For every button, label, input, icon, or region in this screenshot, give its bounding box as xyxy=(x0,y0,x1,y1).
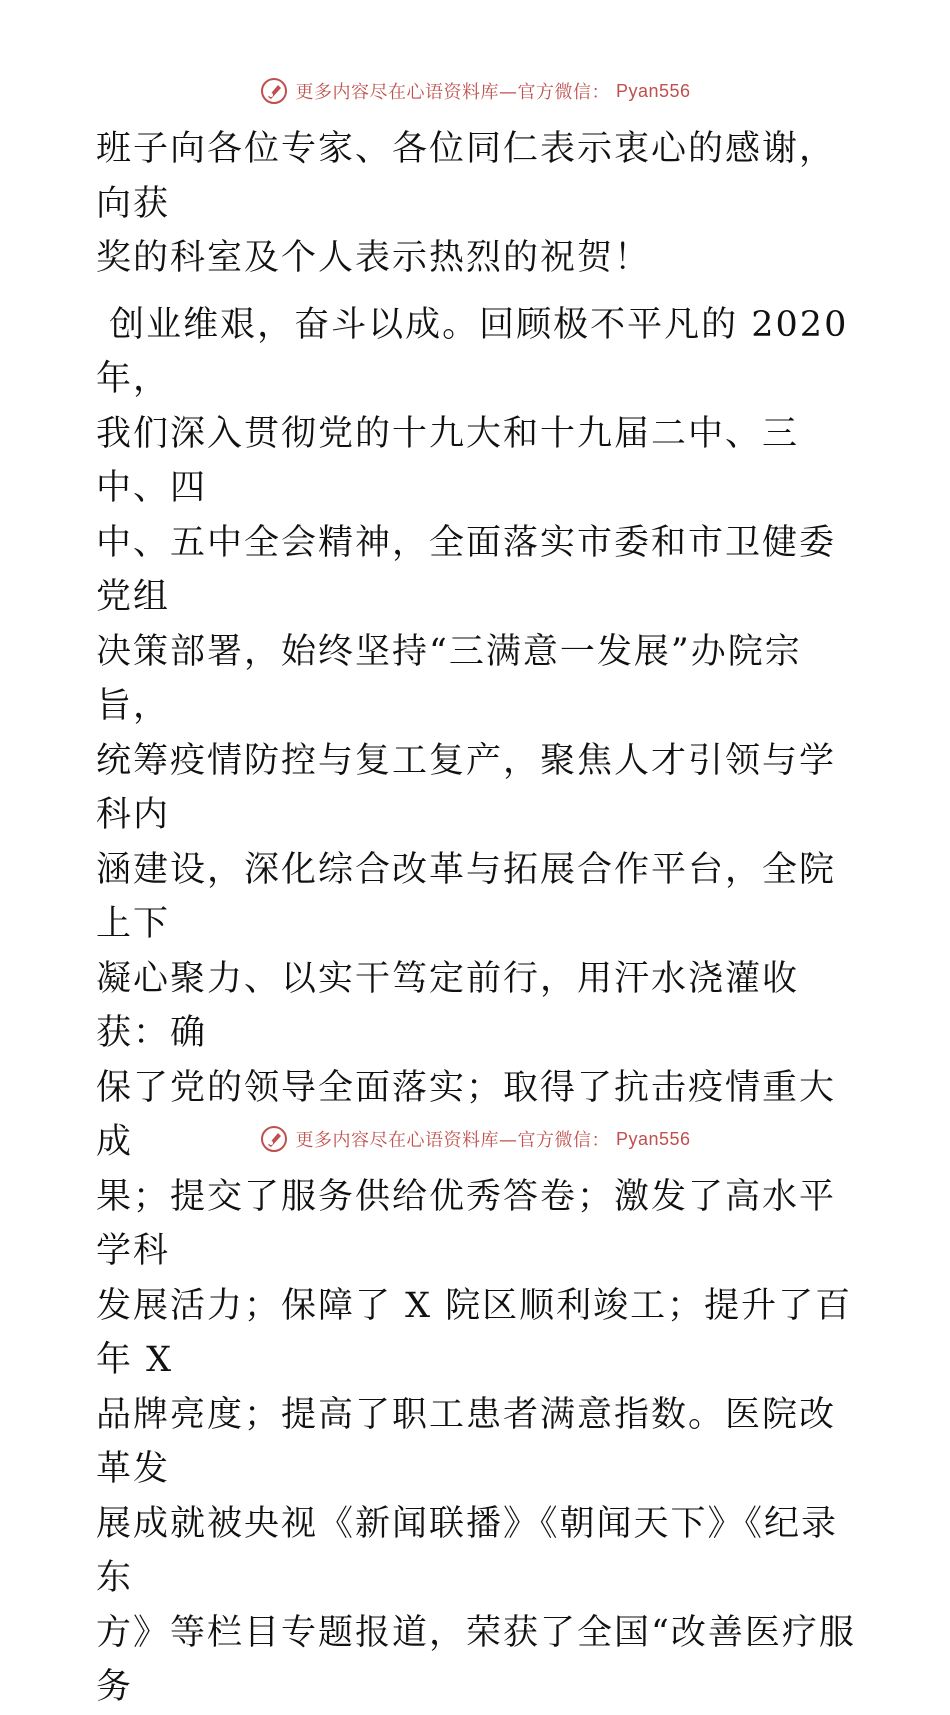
text-line: 方》等栏目专题报道，荣获了全国“改善医疗服务 xyxy=(96,1612,856,1707)
text-line: 保了党的领导全面落实；取得了抗击疫情重大成 xyxy=(96,1067,837,1162)
text-line: 凝心聚力、以实干笃定前行，用汗水浇灌收获：确 xyxy=(96,958,800,1053)
text-line: 展成就被央视《新闻联播》《朝闻天下》《纪录东 xyxy=(96,1503,839,1598)
text-line: 统筹疫情防控与复工复产，聚焦人才引领与学科内 xyxy=(96,740,837,835)
text-line: 创业维艰，奋斗以成。回顾极不平凡的 2020 年， xyxy=(96,304,862,399)
watermark-text: 更多内容尽在心语资料库—官方微信： xyxy=(295,82,610,103)
paragraph xyxy=(96,122,856,286)
text-line: 中、五中全会精神，全面落实市委和市卫健委党组 xyxy=(96,522,837,617)
text-line: 品牌亮度；提高了职工患者满意指数。医院改革发 xyxy=(96,1394,837,1489)
pen-nib-logo-icon xyxy=(259,1124,289,1154)
watermark-wechat-id: Pyan556 xyxy=(615,1128,691,1149)
text-line: 涵建设，深化综合改革与拓展合作平台，全院上下 xyxy=(96,849,837,944)
text-line: 奖的科室及个人表示热烈的祝贺！ xyxy=(96,238,652,278)
text-line: 决策部署，始终坚持“三满意一发展”办院宗旨， xyxy=(96,631,802,726)
watermark-text: 更多内容尽在心语资料库—官方微信： xyxy=(295,1130,610,1151)
watermark-wechat-id: Pyan556 xyxy=(615,80,691,101)
text-line: 班子向各位专家、各位同仁表示衷心的感谢，向获 xyxy=(96,129,837,224)
footer-watermark xyxy=(0,1124,950,1154)
document-body xyxy=(96,122,862,1715)
header-watermark xyxy=(0,76,950,106)
pen-nib-logo-icon xyxy=(259,76,289,106)
text-line: 我们深入贯彻党的十九大和十九届二中、三中、四 xyxy=(96,413,800,508)
text-line: 果；提交了服务供给优秀答卷；激发了高水平学科 xyxy=(96,1176,837,1271)
paragraph xyxy=(96,298,862,1715)
text-line: 发展活力；保障了 X 院区顺利竣工；提升了百年 X xyxy=(96,1285,853,1380)
